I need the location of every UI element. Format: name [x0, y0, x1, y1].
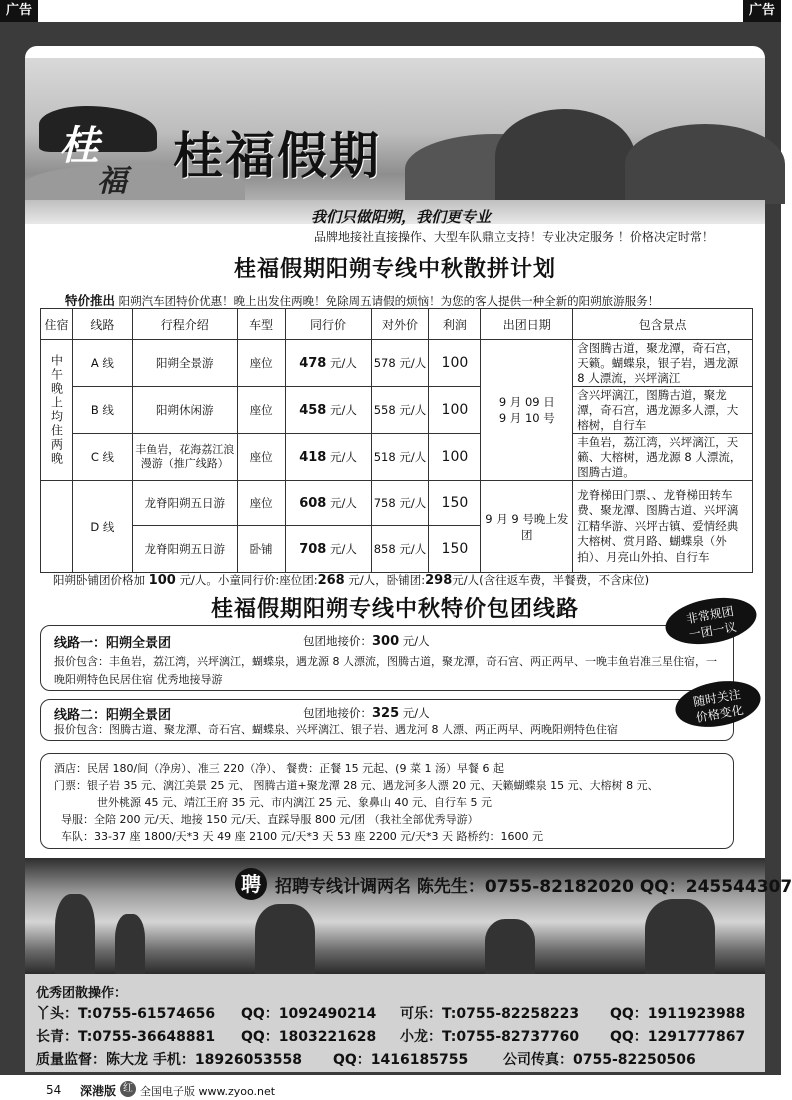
note-sleeper: 298: [425, 573, 453, 588]
col-header: 行程介绍: [132, 309, 237, 340]
schedule-table: [40, 308, 753, 573]
col-header: 同行价: [285, 309, 371, 340]
col-header: 线路: [72, 309, 132, 340]
col-header: 住宿: [41, 309, 73, 340]
peer-unit: 元/人: [330, 450, 357, 464]
col-header: 对外价: [371, 309, 429, 340]
special-offer: [65, 291, 659, 309]
rock-shape: [55, 894, 95, 974]
info-fleet: 车队：33-37 座 1800/天*3 天 49 座 2100 元/天*3 天 53 座 2200 元/天*3 天 路桥约：1600 元: [61, 830, 543, 843]
retail-price-cell: 578 元/人: [371, 340, 429, 387]
vehicle-cell: 座位: [237, 434, 285, 481]
vehicle-cell: 座位: [237, 340, 285, 387]
website-text: 全国电子版 www.zyoo.net: [140, 1085, 276, 1098]
contact-changqing-phone: 长青：T:0755-36648881: [36, 1029, 216, 1045]
bubble1-line2: 一团一议: [687, 619, 738, 642]
route1-title: 线路一：阳朔全景团: [54, 636, 172, 651]
mountain-shape: [495, 109, 635, 204]
brand-sub-slogan: 品牌地接社直接操作、大型车队鼎立支持！专业决定服务 ！价格决定时常！: [314, 230, 714, 244]
brand-logo: [39, 96, 157, 199]
note-suffix: 元/人(含往返车费，半餐费，不含床位): [452, 573, 650, 587]
peer-unit: 元/人: [330, 496, 357, 510]
line-cell: D 线: [72, 481, 132, 573]
recruit-text: 招聘专线计调两名 陈先生：0755-82182020 QQ：245544307: [275, 877, 792, 897]
retail-price-cell: 758 元/人: [371, 481, 429, 526]
bubble2-line2: 价格变化: [694, 702, 745, 725]
spots-cell: 含兴坪漓江，图腾古道，聚龙潭，奇石宫，遇龙源多人漂，大榕树，自行车: [573, 387, 753, 434]
ad-card: [25, 46, 792, 1068]
peer-price: 418: [299, 450, 327, 465]
spots-cell: 龙脊梯田门票、、龙脊梯田转车费、聚龙潭、图腾古道、兴坪漓江精华游、兴坪古镇、爱情经典大榕树、赏月路、蝴蝶泉（外拍）、月亮山外拍、自行车: [573, 481, 753, 573]
info-tickets-1: 门票：银子岩 35 元、漓江美景 25 元、 图腾古道+聚龙潭 28 元、遇龙河多人漂 20 元、天籁蝴蝶泉 15 元、大榕树 8 元、: [54, 779, 659, 792]
peer-unit: 元/人: [330, 356, 357, 370]
rock-shape: [255, 904, 315, 974]
rock-shape: [645, 899, 715, 974]
bubble2-line1: 随时关注: [692, 687, 742, 710]
info-guide: 导服：全陪 200 元/天、地接 150 元/天、直踩导服 800 元/团 （我社全部优秀导游）: [61, 813, 479, 826]
logo-char-1: 桂: [59, 122, 99, 169]
peer-price-cell: [285, 526, 371, 573]
spots-cell: 含图腾古道，聚龙潭，奇石宫，天籁。蝴蝶泉，银子岩，遇龙源 8 人漂流，兴坪漓江: [573, 340, 753, 387]
retail-price-cell: 558 元/人: [371, 387, 429, 434]
route1-text: 报价包含：丰鱼岩，荔江湾，兴坪漓江，蝴蝶泉，遇龙源 8 人漂流，图腾古道，聚龙潭，奇石宫、两正两早、一晚丰鱼岩准三星住宿，一晚阳朔特色民居住宿 优秀地接导游: [54, 655, 717, 686]
route1-price-unit: 元/人: [402, 634, 430, 648]
contacts-title: 优秀团散操作：: [36, 986, 128, 1001]
route2-title: 线路二：阳朔全景团: [54, 708, 172, 723]
col-header: 包含景点: [573, 309, 753, 340]
route2-price-unit: 元/人: [402, 706, 430, 720]
contact-xiaolong-qq: QQ：1291777867: [610, 1029, 746, 1045]
note-seat: 268: [317, 573, 345, 588]
lodging-text: 中午晚上均住两晚: [49, 354, 64, 466]
special-text: 阳朔汽车团特价优惠！晚上出发住两晚！免除周五请假的烦恼！为您的客人提供一种全新的阳朔旅游服务！: [118, 294, 660, 308]
pricing-info-box: [40, 753, 734, 849]
logo-char-2: 福: [97, 164, 127, 199]
retail-price-cell: 518 元/人: [371, 434, 429, 481]
route2-box: [40, 699, 734, 741]
peer-price-cell: [285, 340, 371, 387]
route2-price-label: 包团地接价：: [303, 706, 372, 720]
route1-box: [40, 625, 734, 691]
intro-cell: 龙脊阳朔五日游: [132, 481, 237, 526]
profit-cell: 150: [429, 526, 481, 573]
section1-title: 桂福假期阳朔专线中秋散拼计划: [233, 257, 556, 282]
ad-label-right: 广告: [743, 0, 781, 22]
route1-price: [303, 633, 430, 649]
vehicle-cell: 座位: [237, 387, 285, 434]
contact-yatou-qq: QQ：1092490214: [241, 1006, 377, 1022]
contact-changqing-qq: QQ：1803221628: [241, 1029, 377, 1045]
edition-label: 深港版: [80, 1084, 117, 1098]
contact-kele-qq: QQ：1911923988: [610, 1006, 746, 1022]
top-ad-bar: [0, 0, 781, 22]
route2-price-value: 325: [372, 706, 400, 721]
red-badge-icon: 红: [120, 1081, 136, 1097]
spots-cell: 丰鱼岩，荔江湾，兴坪漓江，天籁、大榕树，遇龙源 8 人漂流，图腾古道。: [573, 434, 753, 481]
lodging-cell: [41, 340, 73, 481]
special-label: 特价推出: [65, 293, 116, 308]
peer-price: 458: [299, 403, 327, 418]
vehicle-cell: 卧铺: [237, 526, 285, 573]
route2-text: 报价包含：图腾古道、聚龙潭、奇石宫、蝴蝶泉、兴坪漓江、银子岩、遇龙河 8 人漂、两正两早、两晚阳朔特色住宿: [54, 723, 618, 736]
profit-cell: 150: [429, 481, 481, 526]
peer-unit: 元/人: [330, 542, 357, 556]
table-row: [41, 387, 753, 434]
bubble1-line1: 非常规团: [685, 604, 735, 627]
intro-cell: 阳朔全景游: [132, 340, 237, 387]
peer-unit: 元/人: [330, 403, 357, 417]
brand-slogan: 我们只做阳朔，我们更专业: [311, 208, 492, 226]
dates-cell: 9 月 09 日 9 月 10 号: [481, 340, 573, 481]
brand-name: 桂福假期: [173, 126, 381, 185]
peer-price: 708: [299, 542, 327, 557]
section2-title: 桂福假期阳朔专线中秋特价包团线路: [210, 597, 579, 622]
profit-cell: 100: [429, 340, 481, 387]
info-hotel: 酒店：民居 180/间（净房）、准三 220（净）、 餐费：正餐 15 元起、(9 菜 1 汤）早餐 6 起: [54, 762, 504, 775]
page-number: 54: [46, 1083, 62, 1097]
peer-price: 478: [299, 356, 327, 371]
contact-quality-supervisor: 质量监督：陈大龙 手机：18926053558: [36, 1052, 303, 1068]
contact-xiaolong-phone: 小龙：T:0755-82737760: [400, 1029, 580, 1045]
peer-price-cell: [285, 481, 371, 526]
info-tickets-2: 世外桃源 45 元、靖江王府 35 元、市内漓江 25 元、象鼻山 40 元、自行车 5 元: [97, 796, 492, 809]
brand-banner: [25, 58, 765, 224]
dates-cell: 9 月 9 号晚上发团: [481, 481, 573, 573]
table-row: [41, 481, 753, 526]
peer-price-cell: [285, 387, 371, 434]
col-header: 利润: [429, 309, 481, 340]
ad-label-left: 广告: [0, 0, 38, 22]
intro-cell: 丰鱼岩，花海荔江浪漫游（推广线路）: [132, 434, 237, 481]
mountain-shape: [625, 124, 785, 204]
contact-company-fax: 公司传真：0755-82250506: [503, 1052, 696, 1068]
vehicle-cell: 座位: [237, 481, 285, 526]
line-cell: B 线: [72, 387, 132, 434]
price-note: [53, 572, 649, 588]
line-cell: A 线: [72, 340, 132, 387]
rock-shape: [485, 919, 535, 974]
contact-supervisor-qq: QQ：1416185755: [333, 1052, 469, 1068]
hire-badge-icon: 聘: [235, 868, 267, 900]
col-header: 车型: [237, 309, 285, 340]
peer-price-cell: [285, 434, 371, 481]
note-add: 100: [148, 573, 176, 588]
route1-price-value: 300: [372, 634, 400, 649]
contact-yatou-phone: 丫头：T:0755-61574656: [36, 1006, 216, 1022]
col-header: 出团日期: [481, 309, 573, 340]
table-header-row: [41, 309, 753, 340]
table-row: [41, 340, 753, 387]
intro-cell: 龙脊阳朔五日游: [132, 526, 237, 573]
table-row: [41, 434, 753, 481]
line-cell: C 线: [72, 434, 132, 481]
recruit-banner: [25, 858, 792, 974]
contacts-section: [25, 974, 765, 1072]
note-prefix: 阳朔卧铺团价格加: [53, 573, 145, 587]
contact-kele-phone: 可乐：T:0755-82258223: [400, 1006, 580, 1022]
profit-cell: 100: [429, 434, 481, 481]
page-footer: [0, 1075, 781, 1100]
route1-price-label: 包团地接价：: [303, 634, 372, 648]
lodging-cell-empty: [41, 481, 73, 573]
intro-cell: 阳朔休闲游: [132, 387, 237, 434]
peer-price: 608: [299, 496, 327, 511]
retail-price-cell: 858 元/人: [371, 526, 429, 573]
note-mid1: 元/人。小童同行价:座位团:: [179, 573, 318, 587]
route2-price: [303, 705, 430, 721]
rock-shape: [115, 914, 145, 974]
profit-cell: 100: [429, 387, 481, 434]
note-mid2: 元/人，卧铺团:: [348, 573, 426, 587]
page-frame: [0, 22, 792, 1075]
